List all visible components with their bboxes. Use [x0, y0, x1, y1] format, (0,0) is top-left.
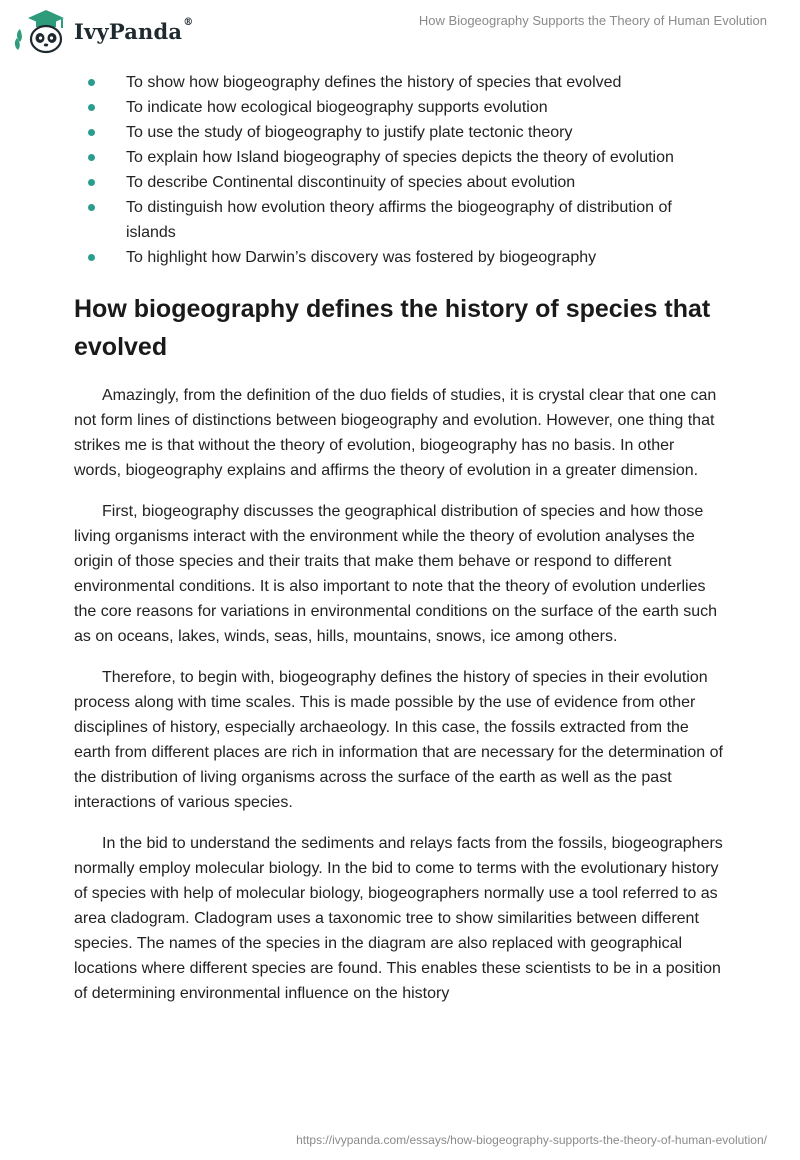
essay-content: [74, 70, 724, 1022]
objective-item: To explain how Island biogeography of species depicts the theory of evolution: [74, 145, 724, 170]
document-title: How Biogeography Supports the Theory of Human Evolution: [418, 13, 767, 28]
body-paragraph: In the bid to understand the sediments and relays facts from the fossils, biogeographers normally employ molecular biology. In the bid to come to terms with the evolutionary history of species with help of molecular biology, biogeographers normally use a tool referred to as area cladogram. Cladogram uses a taxonomic tree to show similarities between different species. The names of the species in the diagram are also replaced with geographical locations where different species are found. This enables these scientists to be in a position of determining environmental influence on the history: [74, 835, 723, 1002]
registered-mark: ®: [183, 16, 194, 28]
objective-item: To show how biogeography defines the history of species that evolved: [74, 70, 724, 95]
panda-logo-icon: [14, 8, 68, 54]
objective-item: To use the study of biogeography to justify plate tectonic theory: [74, 120, 724, 145]
body-paragraph: Therefore, to begin with, biogeography defines the history of species in their evolution process along with time scales. This is made possible by the use of evidence from other disciplines of history, especially archaeology. In this case, the fossils extracted from the earth from different places are rich in information that are necessary for the determination of the distribution of living organisms across the surface of the earth as well as the past interactions of various species.: [74, 669, 723, 811]
objective-item: To describe Continental discontinuity of species about evolution: [74, 170, 724, 195]
body-paragraph: Amazingly, from the definition of the duo fields of studies, it is crystal clear that one can not form lines of distinctions between biogeography and evolution. However, one thing that strikes me is that without the theory of evolution, biogeography has no basis. In other words, biogeography explains and affirms the theory of evolution in a greater dimension.: [74, 387, 717, 479]
objective-item: To indicate how ecological biogeography supports evolution: [74, 95, 724, 120]
objectives-list: [74, 70, 724, 270]
objective-item: To distinguish how evolution theory affirms the biogeography of distribution of islands: [74, 195, 724, 245]
source-url[interactable]: https://ivypanda.com/essays/how-biogeography-supports-the-theory-of-human-evolution/: [296, 1133, 767, 1147]
ivypanda-logo[interactable]: [14, 8, 193, 54]
body-paragraph: First, biogeography discusses the geographical distribution of species and how those living organisms interact with the environment while the theory of evolution analyses the origin of those species and their traits that make them behave or respond to different environmental conditions. It is also important to note that the theory of evolution underlies the core reasons for variations in environmental conditions on the surface of the earth such as on oceans, lakes, winds, seas, hills, mountains, snows, ice among others.: [74, 503, 718, 645]
objective-item: To highlight how Darwin’s discovery was fostered by biogeography: [74, 245, 724, 270]
logo-text: IvyPanda®: [74, 16, 194, 44]
page-header: [0, 0, 800, 60]
section-heading: How biogeography defines the history of species that evolved: [74, 295, 711, 361]
